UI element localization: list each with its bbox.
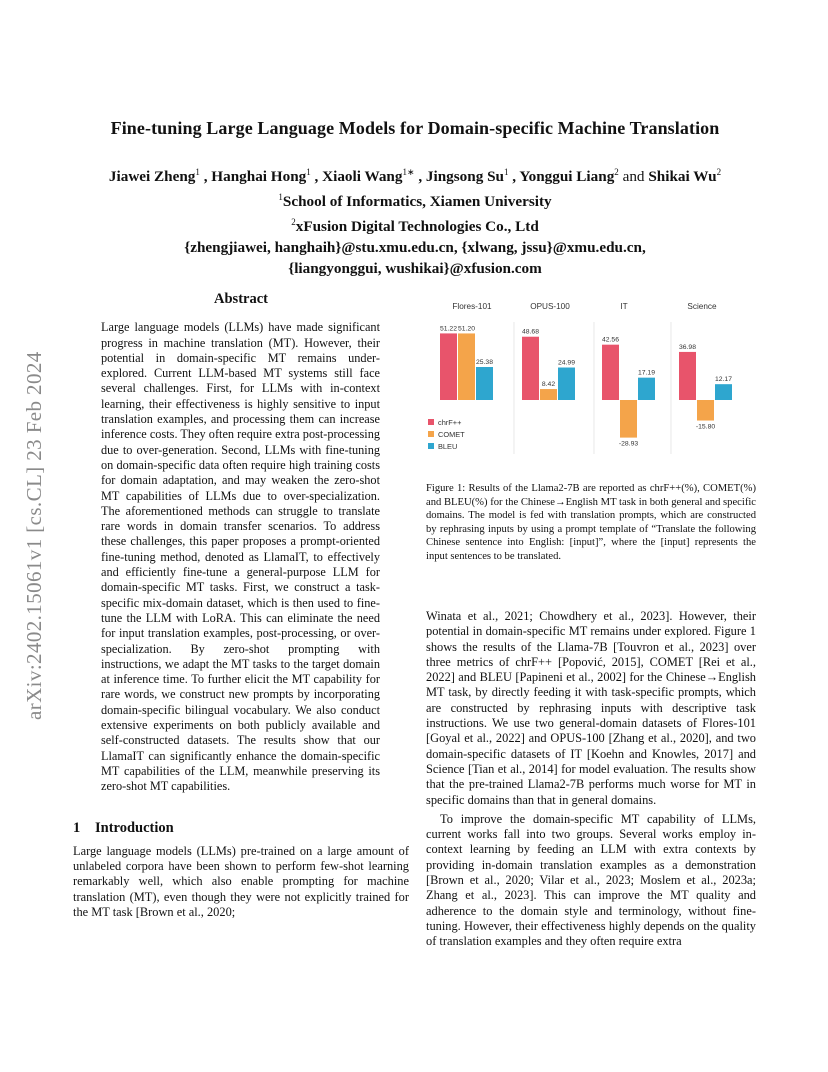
bar — [638, 378, 655, 400]
intro-paragraph-left: Large language models (LLMs) pre-trained on a large amount of unlabeled corpora have been shown to perform few-shot learning remarkably well, which also enable prompting for machine translation (MT), even though they were not explicitly trained for the MT task [Brown et al., 2020; — [73, 843, 409, 919]
data-label: 51.22 — [439, 325, 458, 333]
author-name: Xiaoli Wang — [322, 168, 403, 186]
data-label: 12.17 — [714, 376, 733, 384]
bar — [540, 389, 557, 400]
author-affiliation-mark: 1∗ — [402, 167, 415, 177]
data-label: 42.56 — [601, 336, 620, 344]
affiliation-2 — [60, 212, 770, 237]
author-name: Jingsong Su — [425, 168, 504, 186]
author-affiliation-mark: 2 — [716, 167, 722, 177]
affiliation-1 — [60, 187, 770, 212]
abstract-text: Large language models (LLMs) have made significant progress in machine translation (MT). However, their potential in domain-specific MT remains under-explored. Current LLM-based MT systems still face several challenges. First, for LLMs with in-context learning, their effectiveness is highly sensitive to input translation examples, and processing them can increase inference costs. They often require extra post-processing due to over-generation. Second, LLMs with fine-tuning on domain-specific data often require high training costs for domain adaptation, and may weaken the zero-shot MT capabilities of LLMs due to over-specialization. The aforementioned methods can struggle to translate rare words in domain transfer scenarios. To address these challenges, this paper proposes a prompt-oriented fine-tuning method, denoted as LlamaIT, to effectively and efficiently fine-tune a general-purpose LLM for domain-specific MT tasks. First, we construct a task-specific mix-domain dataset, which is then used to fine-tune the LLM with LoRA. This can eliminate the need for input translation examples, post-processing, or over-specialization. By zero-shot prompting with instructions, we adapt the MT tasks to the target domain at inference time. To further elicit the MT capability for rare words, we construct new prompts by incorporating domain-specific bilingual vocabulary. We also conduct extensive experiments on both publicly available and self-constructed datasets. The results show that our LlamaIT can significantly enhance the domain-specific MT capabilities of the LLM, meanwhile preserving its zero-shot MT capabilities. — [101, 320, 380, 794]
legend-swatch — [428, 419, 434, 425]
arxiv-stamp: arXiv:2402.15061v1 [cs.CL] 23 Feb 2024 — [22, 351, 46, 720]
category-label: Flores-101 — [452, 302, 492, 311]
affiliation-1-text: School of Informatics, Xiamen University — [282, 193, 552, 211]
author-and: and — [622, 168, 649, 186]
paper-title: Fine-tuning Large Language Models for Domain-specific Machine Translation — [110, 118, 720, 138]
bar — [558, 368, 575, 400]
category-label: OPUS-100 — [530, 302, 570, 311]
author-name: Jiawei Zheng — [108, 168, 196, 186]
figure-1-caption: Figure 1: Results of the Llama2-7B are reported as chrF++(%), COMET(%) and BLEU(%) for the Chinese→English MT task in both general and specific domains. The model is fed with translation prompts, which are constructed by rephrasing inputs by using a prompt template of “Translate the following Chinese sentence into English: [input]”, where the [input] represents the input sentences to be translated. — [426, 483, 756, 562]
bar — [522, 337, 539, 400]
legend-label: chrF++ — [438, 418, 462, 427]
bar — [458, 333, 475, 400]
author-affiliation-mark: 1 — [306, 167, 311, 177]
data-label: 8.42 — [541, 381, 556, 389]
data-label: -28.93 — [618, 440, 639, 448]
section-heading-introduction — [73, 821, 409, 836]
bar — [679, 352, 696, 400]
author-list: Jiawei Zheng$^1$ , Hanghai Hong$^1$ , Xiaoli Wang$^{1∗}$ , Jingsong Su$^1$ , Yonggui Liang$^2$ and Shikai Wu$^2$ — [108, 167, 722, 186]
bar — [476, 367, 493, 400]
intro-paragraph-right-1: Winata et al., 2021; Chowdhery et al., 2023]. However, their potential in domain-specific MT remains under explored. Figure 1 shows the results of the Llama-7B [Touvron et al., 2023] over three metrics of chrF++ [Popović, 2015], COMET [Rei et al., 2022] and BLEU [Papineni et al., 2002] for the Chinese→English MT task, by directly feeding it with task-specific prompts, which are constructed by rephrasing inputs with descriptive task instructions. We use two general-domain datasets of Flores-101 [Goyal et al., 2022] and OPUS-100 [Zhang et al., 2020], and two domain-specific datasets of IT [Koehn and Knowles, 2017] and Science [Tian et al., 2014] for model evaluation. The results show that the pre-trained Llama2-7B performs much worse for MT in specific domains than that in general domains. — [426, 609, 756, 807]
author-name: Hanghai Hong — [211, 168, 307, 186]
email-line-2: {liangyonggui, wushikai}@xfusion.com — [288, 260, 542, 278]
right-column — [426, 609, 756, 950]
legend-swatch — [428, 431, 434, 437]
section-number: 1 — [73, 819, 81, 836]
legend-label: BLEU — [438, 442, 458, 451]
affiliation-2-text: xFusion Digital Technologies Co., Ltd — [295, 218, 539, 236]
category-label: IT — [620, 302, 628, 311]
figure-1-bar-chart — [426, 296, 756, 476]
data-label: 36.98 — [678, 343, 697, 351]
data-label: 24.99 — [557, 359, 576, 367]
author-block — [60, 162, 770, 279]
author-name: Yonggui Liang — [519, 168, 615, 186]
section-title: Introduction — [95, 819, 174, 836]
category-label: Science — [687, 302, 717, 311]
bar — [620, 400, 637, 438]
email-line-1: {zhengjiawei, hanghaih}@stu.xmu.edu.cn, {xlwang, jssu}@xmu.edu.cn, — [184, 239, 646, 257]
bar — [440, 333, 457, 400]
data-label: 51.20 — [457, 325, 476, 333]
data-label: 17.19 — [637, 369, 656, 377]
author-affiliation-mark: 2 — [614, 167, 619, 177]
abstract-heading: Abstract — [214, 291, 268, 307]
left-column — [73, 292, 409, 920]
intro-paragraph-right-2: To improve the domain-specific MT capability of LLMs, current works fall into two groups. Several works employ in-context learning by feeding an LLM with extra contexts by providing in-domain translation examples as a demonstration [Brown et al., 2020; Vilar et al., 2023; Moslem et al., 2023a; Zhang et al., 2023]. This can improve the MT quality and adherence to the domain style and terminology, without fine-tuning. However, their effectiveness highly depends on the quality of translation examples and they often require extra — [426, 811, 756, 949]
affiliation-2-mark: 2 — [291, 217, 296, 228]
author-affiliation-mark: 1 — [504, 167, 509, 177]
affiliation-1-mark: 1 — [278, 192, 283, 203]
data-label: -15.80 — [695, 423, 716, 431]
author-affiliation-mark: 1 — [195, 167, 200, 177]
legend-label: COMET — [438, 430, 465, 439]
author-name: Shikai Wu — [648, 168, 717, 186]
bar — [715, 384, 732, 400]
data-label: 25.38 — [475, 359, 494, 367]
data-label: 48.68 — [521, 328, 540, 336]
bar — [602, 345, 619, 400]
legend-swatch — [428, 443, 434, 449]
bar — [697, 400, 714, 421]
